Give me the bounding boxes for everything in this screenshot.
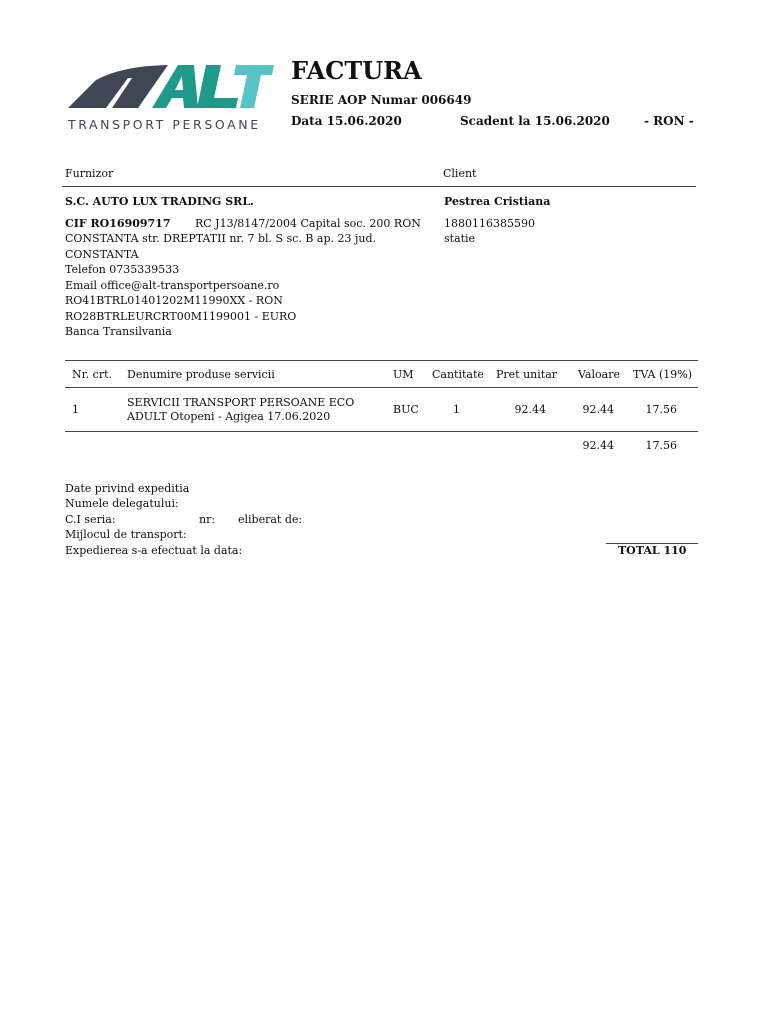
row-valoare: 92.44	[582, 403, 614, 416]
row-nr: 1	[72, 403, 79, 416]
row-denumire-line-1: SERVICII TRANSPORT PERSOANE ECO	[127, 396, 355, 409]
client-address: statie	[444, 232, 476, 245]
total-valoare: 92.44	[582, 439, 614, 452]
supplier-label: Furnizor	[65, 167, 114, 180]
shipping-date: Expedierea s-a efectuat la data:	[65, 544, 243, 557]
invoice-currency: - RON -	[644, 114, 694, 128]
col-cantitate-header: Cantitate	[432, 368, 484, 381]
total-tva: 17.56	[645, 439, 677, 452]
invoice-due-date: Scadent la 15.06.2020	[460, 114, 610, 128]
row-denumire	[127, 396, 354, 424]
invoice-title: FACTURA	[291, 56, 422, 85]
supplier-address-1: CONSTANTA str. DREPTATII nr. 7 bl. S sc. B ap. 23 jud.	[65, 232, 377, 245]
row-um: BUC	[393, 403, 419, 416]
supplier-phone: Telefon 0735339533	[65, 263, 180, 276]
shipping-delegate: Numele delegatului:	[65, 497, 179, 510]
supplier-iban-ron: RO41BTRL01401202M11990XX - RON	[65, 294, 283, 307]
client-label: Client	[443, 167, 477, 180]
row-pret: 92.44	[514, 403, 546, 416]
table-header-border	[65, 387, 698, 388]
col-nr-header: Nr. crt.	[72, 368, 113, 381]
table-top-border	[65, 360, 698, 361]
invoice-serie: SERIE AOP Numar 006649	[291, 93, 472, 107]
supplier-address-2: CONSTANTA	[65, 248, 139, 261]
grand-total: TOTAL 110	[618, 544, 687, 557]
row-tva: 17.56	[645, 403, 677, 416]
client-name: Pestrea Cristiana	[444, 195, 551, 208]
row-cantitate: 1	[453, 403, 460, 416]
table-bottom-border	[65, 431, 698, 432]
logo-tagline: TRANSPORT PERSOANE	[68, 117, 261, 132]
client-cnp: 1880116385590	[444, 217, 535, 230]
supplier-email: Email office@alt-transportpersoane.ro	[65, 279, 280, 292]
shipping-title: Date privind expeditia	[65, 482, 190, 495]
col-um-header: UM	[393, 368, 414, 381]
shipping-ci-issued: eliberat de:	[238, 513, 303, 526]
invoice-date: Data 15.06.2020	[291, 114, 402, 128]
shipping-ci-serie: C.I seria:	[65, 513, 116, 526]
supplier-rc-capital: RC J13/8147/2004 Capital soc. 200 RON	[194, 217, 421, 230]
shipping-transport: Mijlocul de transport:	[65, 528, 187, 541]
shipping-ci-nr: nr:	[199, 513, 216, 526]
divider	[62, 186, 696, 187]
row-denumire-line-2: ADULT Otopeni - Agigea 17.06.2020	[127, 410, 331, 423]
supplier-iban-euro: RO28BTRLEURCRT00M1199001 - EURO	[65, 310, 297, 323]
col-denumire-header: Denumire produse servicii	[127, 368, 275, 381]
supplier-cif-line	[65, 216, 421, 232]
logo-graphic	[66, 60, 276, 116]
supplier-name: S.C. AUTO LUX TRADING SRL.	[65, 195, 254, 208]
col-valoare-header: Valoare	[578, 368, 620, 381]
supplier-cif: CIF RO16909717	[65, 217, 171, 230]
supplier-bank: Banca Transilvania	[65, 325, 172, 338]
company-logo	[66, 60, 276, 132]
col-tva-header: TVA (19%)	[633, 368, 693, 381]
col-pret-header: Pret unitar	[496, 368, 558, 381]
